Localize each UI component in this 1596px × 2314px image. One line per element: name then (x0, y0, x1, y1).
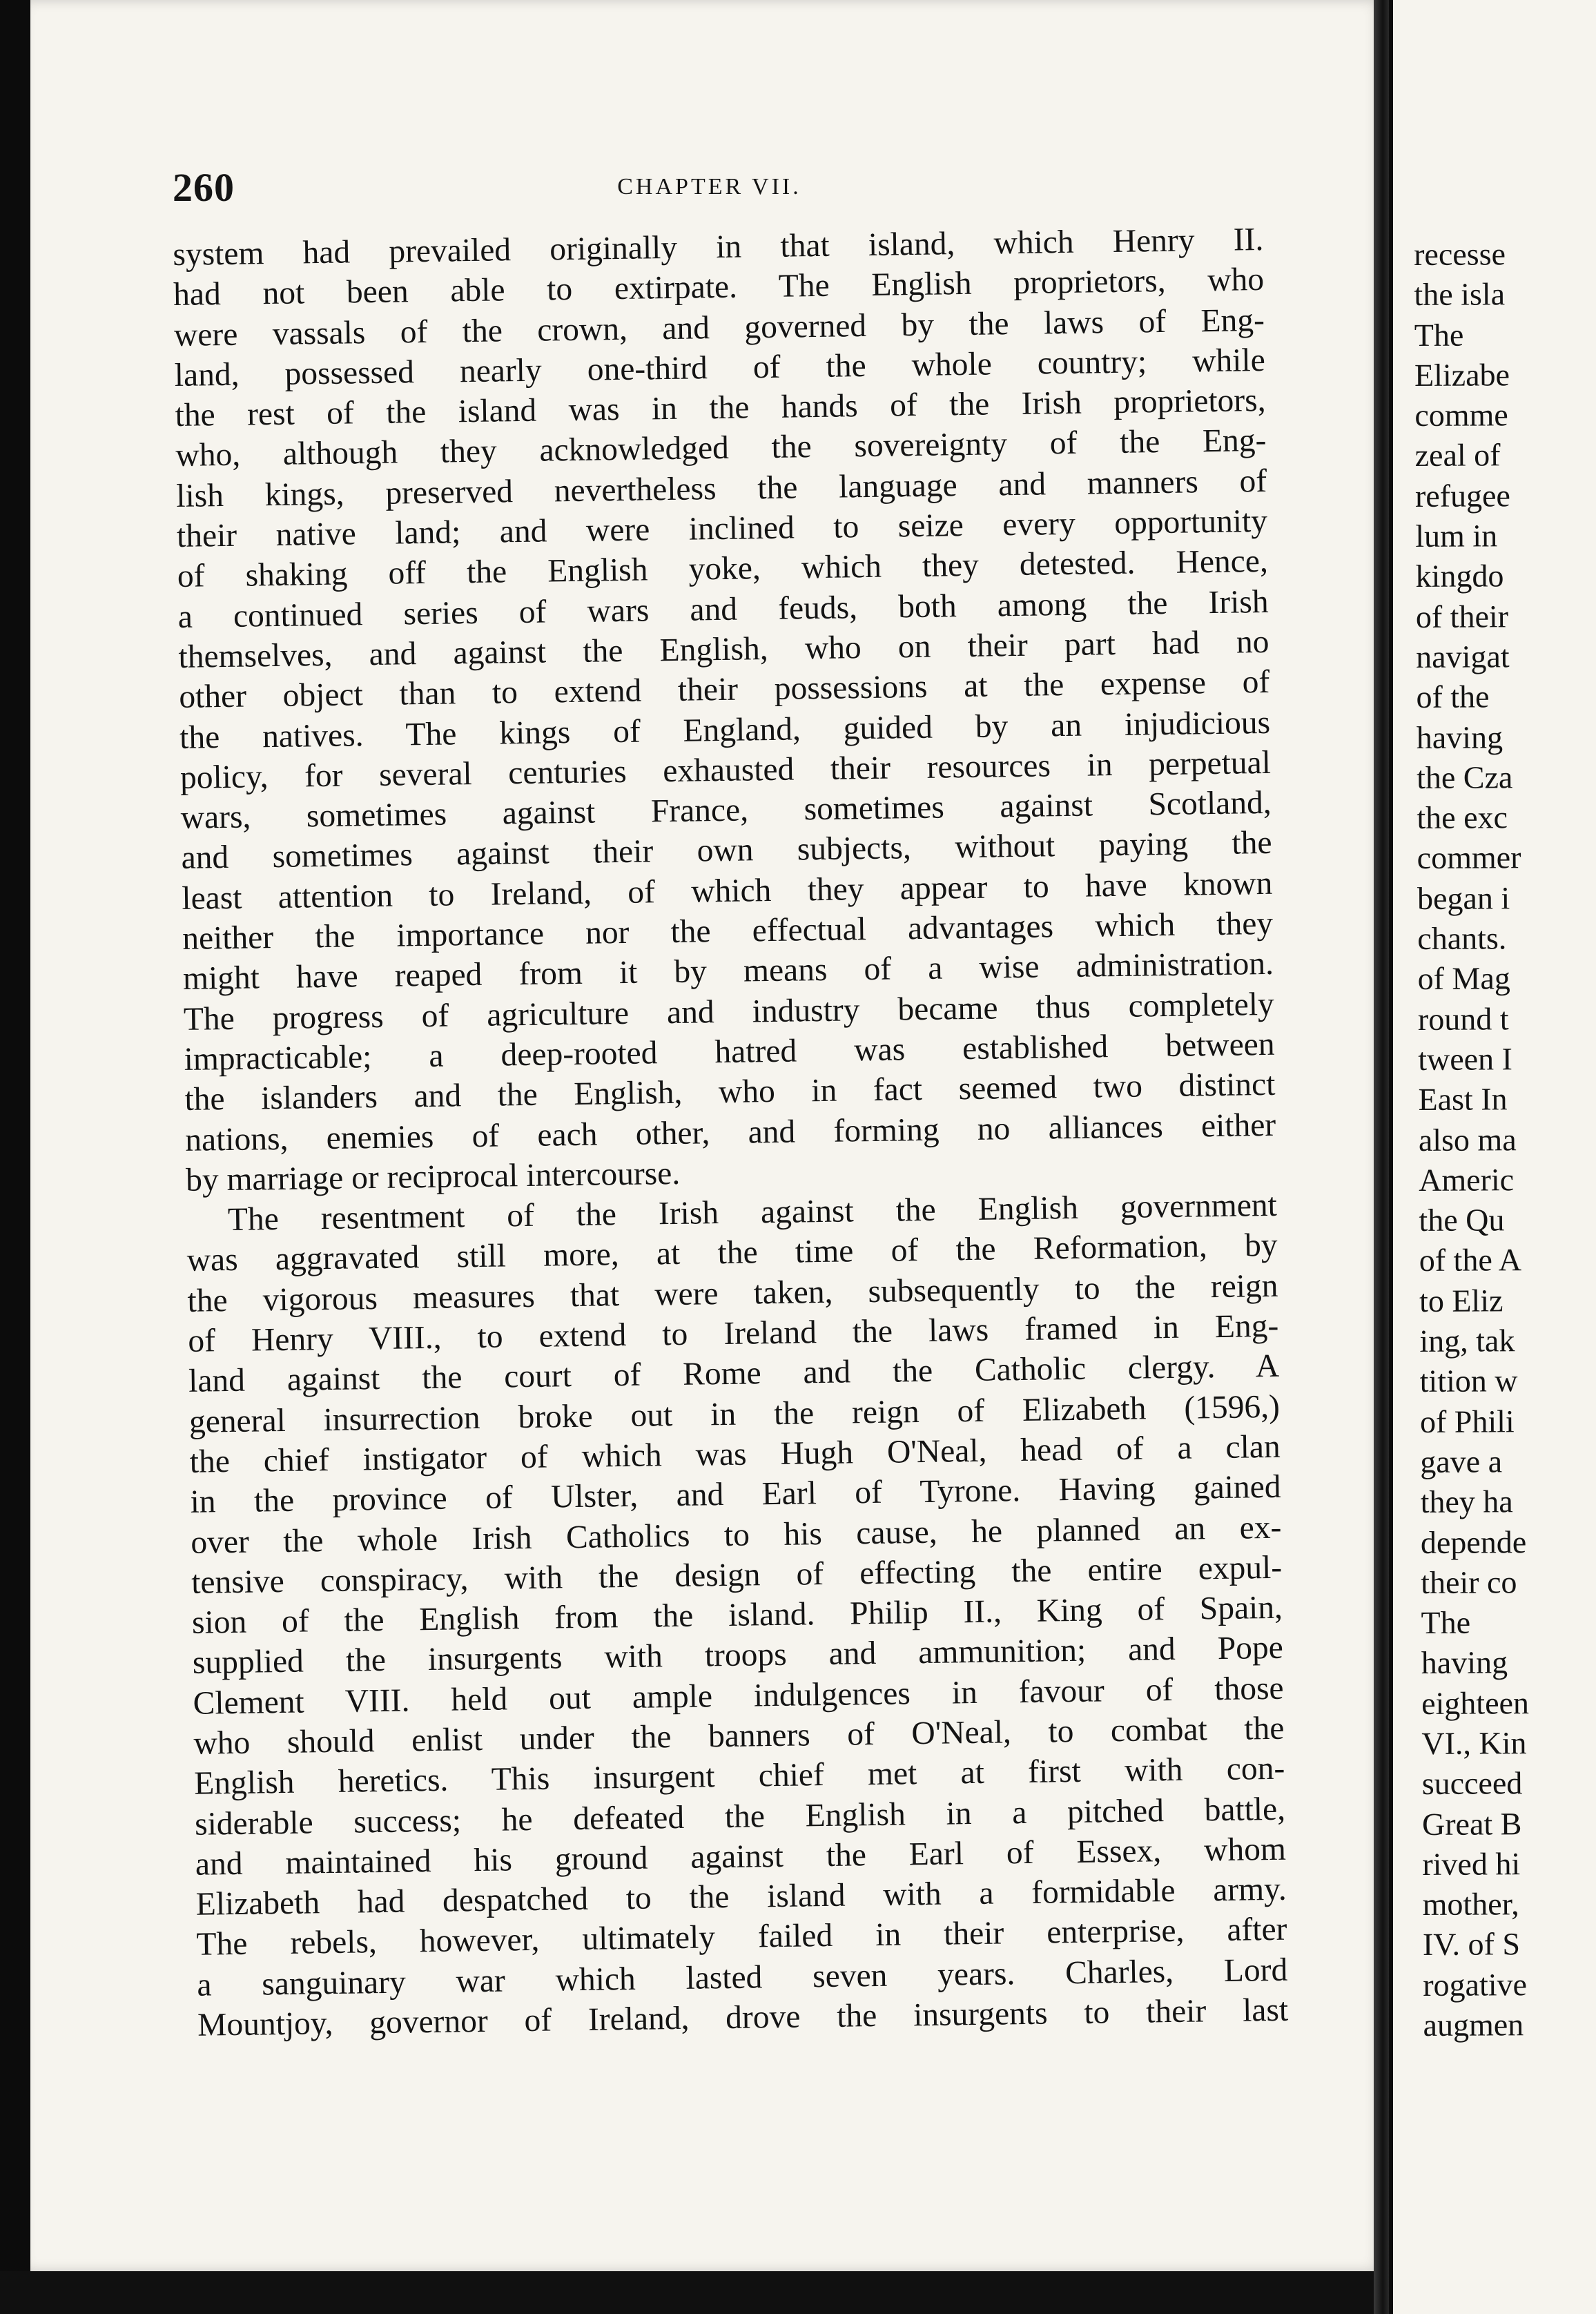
text-line: tensive conspiracy, with the design of effecting the entire expul- (191, 1549, 1283, 1601)
text-line: Elizabeth had despatched to the island with a formidable army. (195, 1871, 1287, 1923)
text-line: the natives. The kings of England, guided by an injudicious (179, 704, 1271, 756)
text-line: general insurrection broke out in the reign of Elizabeth (1596,) (188, 1388, 1281, 1440)
right-page-line: mother, (1422, 1886, 1519, 1923)
book-gutter (1374, 0, 1389, 2314)
text-line: had not been able to extirpate. The English proprietors, who (173, 262, 1265, 313)
text-line: was aggravated still more, at the time of the Reformation, by (186, 1227, 1278, 1279)
right-page-line: the Qu (1419, 1202, 1505, 1238)
right-page-line: comme (1414, 397, 1508, 434)
right-page-line: IV. of S (1422, 1926, 1521, 1963)
text-line: The rebels, however, ultimately failed in their enterprise, after (196, 1912, 1287, 1963)
right-page-line: having (1421, 1644, 1508, 1681)
text-line: siderable success; he defeated the English in a pitched battle, (194, 1791, 1286, 1843)
right-page-line: VI., Kin (1421, 1725, 1527, 1761)
right-page-line: the Cza (1416, 759, 1513, 795)
right-page-line: they ha (1420, 1484, 1513, 1520)
right-page-line: succeed (1421, 1765, 1523, 1802)
text-line: might have reaped from it by means of a wise administration. (182, 946, 1274, 998)
text-line: impracticable; a deep-rooted hatred was established between (184, 1026, 1275, 1078)
right-page-line: to Eliz (1419, 1283, 1503, 1319)
text-line: The resentment of the Irish against the English government (227, 1187, 1278, 1238)
text-line: who, although they acknowledged the sovereignty of the Eng- (175, 422, 1267, 474)
bottom-edge (0, 2271, 1374, 2314)
right-page-line: recesse (1414, 236, 1506, 272)
text-line: system had prevailed originally in that island, which Henry II. (173, 221, 1264, 273)
text-line: and sometimes against their own subjects, without paying the (181, 825, 1272, 877)
text-line: the islanders and the English, who in fact seemed two distinct (184, 1067, 1276, 1118)
right-page-line: the exc (1417, 799, 1508, 836)
right-page-line: gave a (1420, 1443, 1503, 1479)
right-page-line: round t (1417, 1000, 1509, 1037)
main-text-block (173, 220, 1288, 2045)
text-line: of shaking off the English yoke, which they detested. Hence, (177, 543, 1269, 595)
right-page-line: kingdo (1415, 558, 1504, 594)
text-line: sion of the English from the island. Philip II., King of Spain, (191, 1589, 1283, 1641)
right-page-line: their co (1421, 1564, 1517, 1600)
chapter-title: CHAPTER VII. (617, 174, 801, 200)
right-page-line: Great B (1421, 1805, 1522, 1842)
text-line: Clement VIII. held out ample indulgences in favour of those (193, 1670, 1284, 1722)
right-page-line: of Mag (1417, 960, 1510, 997)
text-line: the chief instigator of which was Hugh O'Neal, head of a clan (189, 1428, 1281, 1480)
text-line: a continued series of wars and feuds, both among the Irish (177, 583, 1269, 635)
right-page-line: the isla (1414, 276, 1506, 313)
text-line: and maintained his ground against the Earl of Essex, whom (195, 1831, 1287, 1883)
text-line: least attention to Ireland, of which they appear to have known (182, 865, 1273, 917)
text-line: the vigorous measures that were taken, subsequently to the reign (187, 1267, 1278, 1319)
right-page-line: also ma (1418, 1121, 1517, 1158)
right-page-line: The (1414, 317, 1464, 353)
text-line: English heretics. This insurgent chief met at first with con- (193, 1751, 1285, 1802)
text-line: supplied the insurgents with troops and ammunition; and Pope (192, 1630, 1284, 1682)
right-page-line: of the (1416, 679, 1490, 715)
right-page-line: rogative (1423, 1966, 1528, 2003)
right-page-line: tition w (1419, 1363, 1518, 1399)
text-line: a sanguinary war which lasted seven years. Charles, Lord (197, 1952, 1288, 2003)
text-line: over the whole Irish Catholics to his cause, he planned an ex- (191, 1509, 1282, 1561)
right-page-line: of Phili (1419, 1403, 1515, 1439)
text-line: The progress of agriculture and industry became thus completely (183, 986, 1275, 1038)
right-page-line: ing, tak (1419, 1323, 1515, 1359)
right-page-line: commer (1417, 839, 1521, 876)
text-line: land, possessed nearly one-third of the whole country; while (174, 342, 1266, 393)
text-line: lish kings, preserved nevertheless the language and manners of (175, 463, 1267, 514)
right-page-line: of their (1415, 598, 1509, 634)
text-line: by marriage or reciprocal intercourse. (185, 1155, 681, 1198)
text-line: Mountjoy, governor of Ireland, drove the insurgents to their last (197, 1992, 1289, 2043)
text-line: land against the court of Rome and the Catholic clergy. A (188, 1348, 1280, 1400)
right-page-line: navigat (1416, 639, 1510, 674)
right-page-text (1414, 233, 1596, 2045)
right-page-line: The (1421, 1604, 1471, 1641)
right-page-line: began i (1417, 880, 1510, 916)
text-line: of Henry VIII., to extend to Ireland the laws framed in Eng- (188, 1307, 1279, 1359)
text-line: in the province of Ulster, and Earl of Tyrone. Having gained (190, 1468, 1281, 1521)
right-page-line: Elizabe (1414, 357, 1510, 393)
right-page-line: lum in (1415, 518, 1498, 554)
right-page (1393, 0, 1596, 2314)
right-page-line: tween I (1418, 1041, 1513, 1077)
text-line: policy, for several centuries exhausted their resources in perpetual (179, 744, 1272, 796)
right-page-line: eighteen (1421, 1684, 1530, 1721)
right-page-line: depende (1420, 1524, 1527, 1560)
right-page-line: augmen (1423, 2007, 1524, 2043)
page-number: 260 (173, 165, 235, 210)
right-page-line: chants. (1417, 920, 1507, 957)
right-page-line: having (1416, 719, 1503, 755)
right-page-line: zeal of (1414, 437, 1501, 474)
right-page-line: East In (1418, 1081, 1508, 1118)
text-line: other object than to extend their possessions at the expense of (178, 664, 1270, 716)
text-line: neither the importance nor the effectual advantages which they (182, 905, 1274, 957)
text-line: their native land; and were inclined to seize every opportunity (176, 503, 1268, 555)
right-page-line: rived hi (1422, 1846, 1521, 1882)
right-page-line: refugee (1414, 478, 1511, 514)
text-line: themselves, and against the English, who on their part had no (178, 623, 1269, 675)
running-head (173, 164, 1246, 220)
right-page-line: of the A (1419, 1242, 1522, 1278)
text-line: wars, sometimes against France, sometimes against Scotland, (180, 785, 1272, 837)
text-line: nations, enemies of each other, and forming no alliances either (184, 1107, 1276, 1158)
text-line: were vassals of the crown, and governed by the laws of Eng- (173, 302, 1265, 353)
right-page-line: Americ (1419, 1162, 1515, 1198)
text-line: the rest of the island was in the hands of the Irish proprietors, (175, 382, 1266, 434)
text-line: who should enlist under the banners of O'Neal, to combat the (193, 1710, 1285, 1762)
